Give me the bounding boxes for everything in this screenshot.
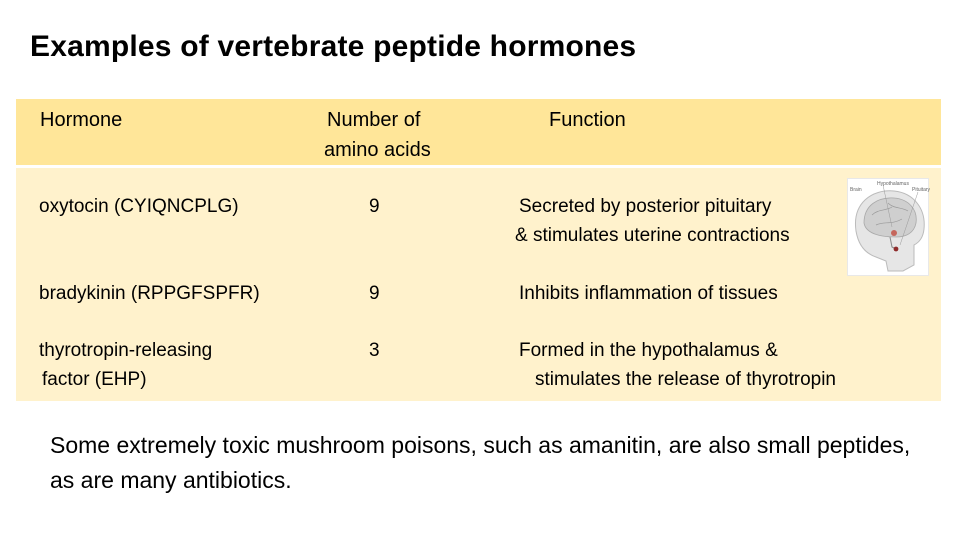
hormone-table bbox=[16, 99, 941, 401]
brain-diagram-icon bbox=[848, 179, 931, 275]
bradykinin-name: bradykinin (RPPGFSPFR) bbox=[39, 283, 260, 304]
footnote-text: Some extremely toxic mushroom poisons, such as amanitin, are also small peptides, as are many antibiotics. bbox=[50, 432, 911, 493]
oxytocin-function-line2: & stimulates uterine contractions bbox=[515, 225, 790, 246]
trf-name-line1: thyrotropin-releasing bbox=[39, 340, 213, 361]
bradykinin-amino-acids: 9 bbox=[369, 283, 380, 304]
trf-name-line2: factor (EHP) bbox=[42, 369, 147, 390]
figure-label-pituitary: Pituitary bbox=[912, 187, 931, 193]
oxytocin-function-line1: Secreted by posterior pituitary bbox=[519, 196, 772, 217]
bradykinin-function: Inhibits inflammation of tissues bbox=[519, 283, 778, 304]
oxytocin-amino-acids: 9 bbox=[369, 196, 380, 217]
header-hormone: Hormone bbox=[40, 109, 123, 131]
header-function: Function bbox=[549, 109, 626, 131]
header-divider bbox=[16, 165, 941, 168]
figure-label-brain: Brain bbox=[850, 187, 862, 193]
brain-diagram bbox=[847, 178, 929, 276]
trf-amino-acids: 3 bbox=[369, 340, 380, 361]
header-amino-acids-line2: amino acids bbox=[324, 139, 431, 161]
figure-label-hypothalamus: Hypothalamus bbox=[877, 181, 909, 187]
table-header-row bbox=[16, 99, 941, 165]
trf-function-line1: Formed in the hypothalamus & bbox=[519, 340, 778, 361]
trf-function-line2: stimulates the release of thyrotropin bbox=[535, 369, 836, 390]
slide-title: Examples of vertebrate peptide hormones bbox=[30, 30, 637, 63]
oxytocin-name: oxytocin (CYIQNCPLG) bbox=[39, 196, 239, 217]
header-amino-acids-line1: Number of bbox=[327, 109, 421, 131]
